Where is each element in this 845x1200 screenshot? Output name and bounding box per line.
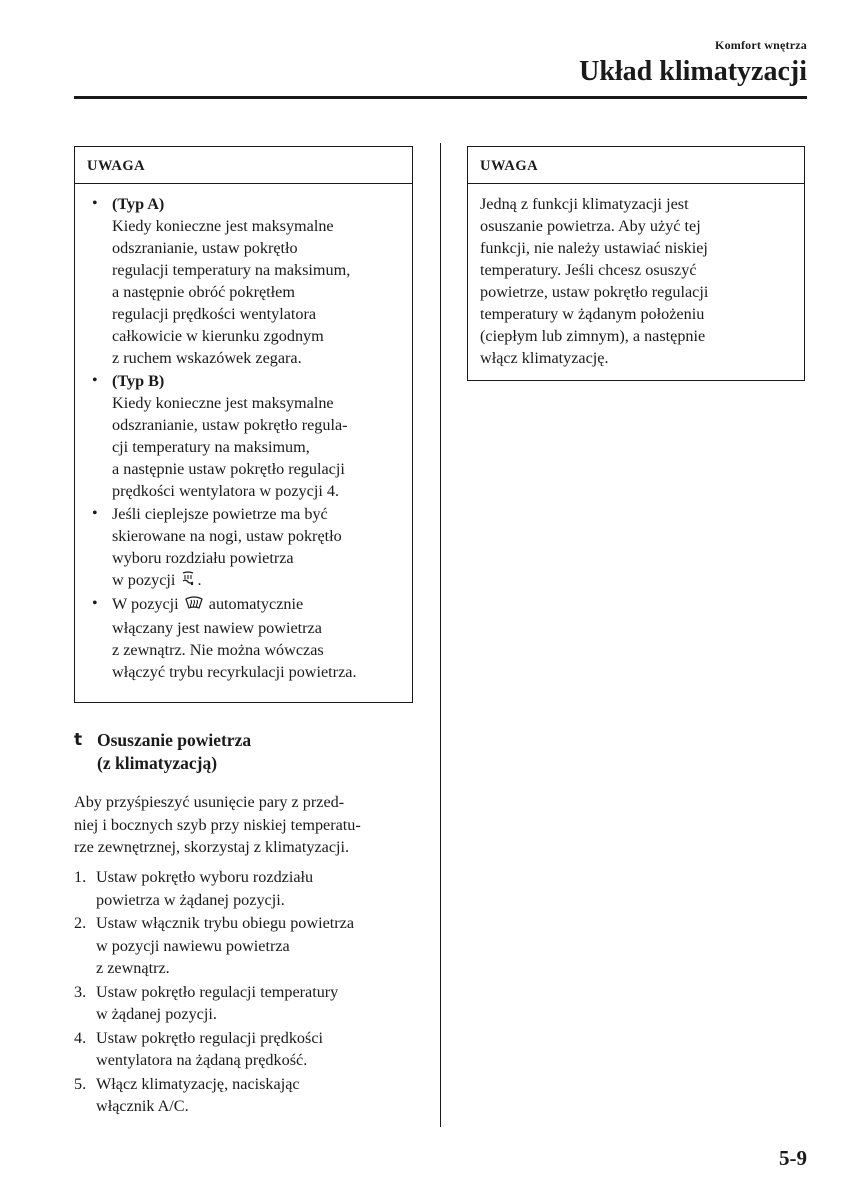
text-line: w pozycji nawiewu powietrza	[96, 936, 290, 955]
text-line: Kiedy konieczne jest maksymalne	[112, 217, 334, 235]
list-item	[87, 503, 400, 592]
text-line: włącz klimatyzację.	[480, 349, 609, 367]
step-number: 5.	[74, 1074, 87, 1093]
section-label: Komfort wnętrza	[715, 38, 807, 52]
list-item	[74, 1027, 416, 1072]
text-line: regulacji prędkości wentylatora	[112, 305, 317, 323]
list-item	[87, 370, 400, 502]
text-line: skierowane na nogi, ustaw pokrętło	[112, 527, 342, 545]
text-line: prędkości wentylatora w pozycji 4.	[112, 482, 340, 500]
text-line: Ustaw pokrętło regulacji temperatury	[96, 982, 339, 1001]
list-item	[74, 912, 416, 980]
text-line: odszranianie, ustaw pokrętło regula-	[112, 416, 348, 434]
bullet-title: • (Typ A)	[112, 195, 165, 213]
text-line: osuszanie powietrza. Aby użyć tej	[480, 217, 701, 235]
note-box-left	[74, 146, 413, 703]
step-number: 1.	[74, 868, 87, 886]
step-number: 4.	[74, 1028, 87, 1047]
text-line: • Jeśli cieplejsze powietrze ma być	[112, 505, 328, 523]
text-line: Ustaw włącznik trybu obiegu powietrza	[96, 914, 355, 932]
bullet-title: • (Typ B)	[112, 372, 165, 390]
text-line: całkowicie w kierunku zgodnym	[112, 327, 324, 345]
inline-text: automatycznie	[208, 595, 304, 614]
text-line: z zewnątrz. Nie można wówczas	[112, 640, 324, 659]
note-heading: UWAGA	[468, 147, 804, 184]
page-number: 5-9	[779, 1146, 807, 1170]
page-title: Układ klimatyzacji	[579, 56, 807, 87]
text-line: temperatury w żądanym położeniu	[480, 305, 705, 323]
text-line: rze zewnętrznej, skorzystaj z klimatyzacji.	[74, 838, 350, 856]
text-line: powietrze, ustaw pokrętło regulacji	[480, 283, 709, 301]
column-divider	[440, 143, 441, 1127]
title-rule	[74, 96, 807, 99]
section-heading	[74, 729, 414, 775]
note-heading: UWAGA	[75, 147, 412, 184]
windshield-defrost-icon	[184, 595, 204, 617]
step-number: 3.	[74, 982, 87, 1001]
text-line: Kiedy konieczne jest maksymalne	[112, 394, 334, 412]
text-line: z ruchem wskazówek zegara.	[112, 349, 302, 367]
text-line	[112, 569, 400, 592]
text-line: włącznik A/C.	[96, 1097, 189, 1115]
text-line: temperatury. Jeśli chcesz osuszyć	[480, 261, 697, 279]
text-line: (ciepłym lub zimnym), a następnie	[480, 327, 706, 345]
inline-text: W pozycji	[112, 595, 179, 614]
note-bullet-list	[87, 193, 400, 683]
steps-list	[74, 866, 416, 1119]
intro-paragraph	[74, 791, 416, 859]
section-marker: t	[74, 730, 83, 750]
text-line: z zewnątrz.	[96, 959, 170, 977]
list-item	[74, 981, 416, 1026]
step-number: 2.	[74, 914, 87, 932]
inline-text: w pozycji	[112, 571, 176, 589]
text-line: włączyć trybu recyrkulacji powietrza.	[112, 662, 357, 681]
text-line: cji temperatury na maksimum,	[112, 438, 310, 456]
text-line: wentylatora na żądaną prędkość.	[96, 1051, 308, 1069]
list-item	[87, 593, 400, 682]
list-item	[74, 1073, 416, 1118]
text-line: wyboru rozdziału powietrza	[112, 549, 294, 567]
text-line: Aby przyśpieszyć usunięcie pary z przed-	[74, 793, 345, 811]
list-item	[87, 193, 400, 369]
text-line: regulacji temperatury na maksimum,	[112, 261, 351, 279]
note-box-right	[467, 146, 805, 381]
text-line: powietrza w żądanej pozycji.	[96, 890, 285, 909]
inline-text: .	[197, 571, 202, 589]
section-title-line: Osuszanie powietrza	[97, 730, 252, 750]
text-line: Włącz klimatyzację, naciskając	[96, 1074, 300, 1093]
text-line	[112, 593, 400, 616]
text-line: niej i bocznych szyb przy niskiej temperatu-	[74, 815, 361, 834]
text-line: a następnie obróć pokrętłem	[112, 283, 295, 301]
text-line: Ustaw pokrętło wyboru rozdziału	[96, 868, 314, 886]
text-line: w żądanej pozycji.	[96, 1005, 217, 1023]
text-line: a następnie ustaw pokrętło regulacji	[112, 460, 345, 478]
text-line: Jedną z funkcji klimatyzacji jest	[480, 195, 689, 213]
text-line: włączany jest nawiew powietrza	[112, 618, 322, 637]
text-line: Ustaw pokrętło regulacji prędkości	[96, 1028, 324, 1047]
text-line: odszranianie, ustaw pokrętło	[112, 239, 298, 257]
floor-defrost-mode-icon	[180, 570, 196, 592]
section-title-line: (z klimatyzacją)	[97, 753, 218, 773]
list-item	[74, 866, 416, 911]
text-line: funkcji, nie należy ustawiać niskiej	[480, 239, 708, 257]
